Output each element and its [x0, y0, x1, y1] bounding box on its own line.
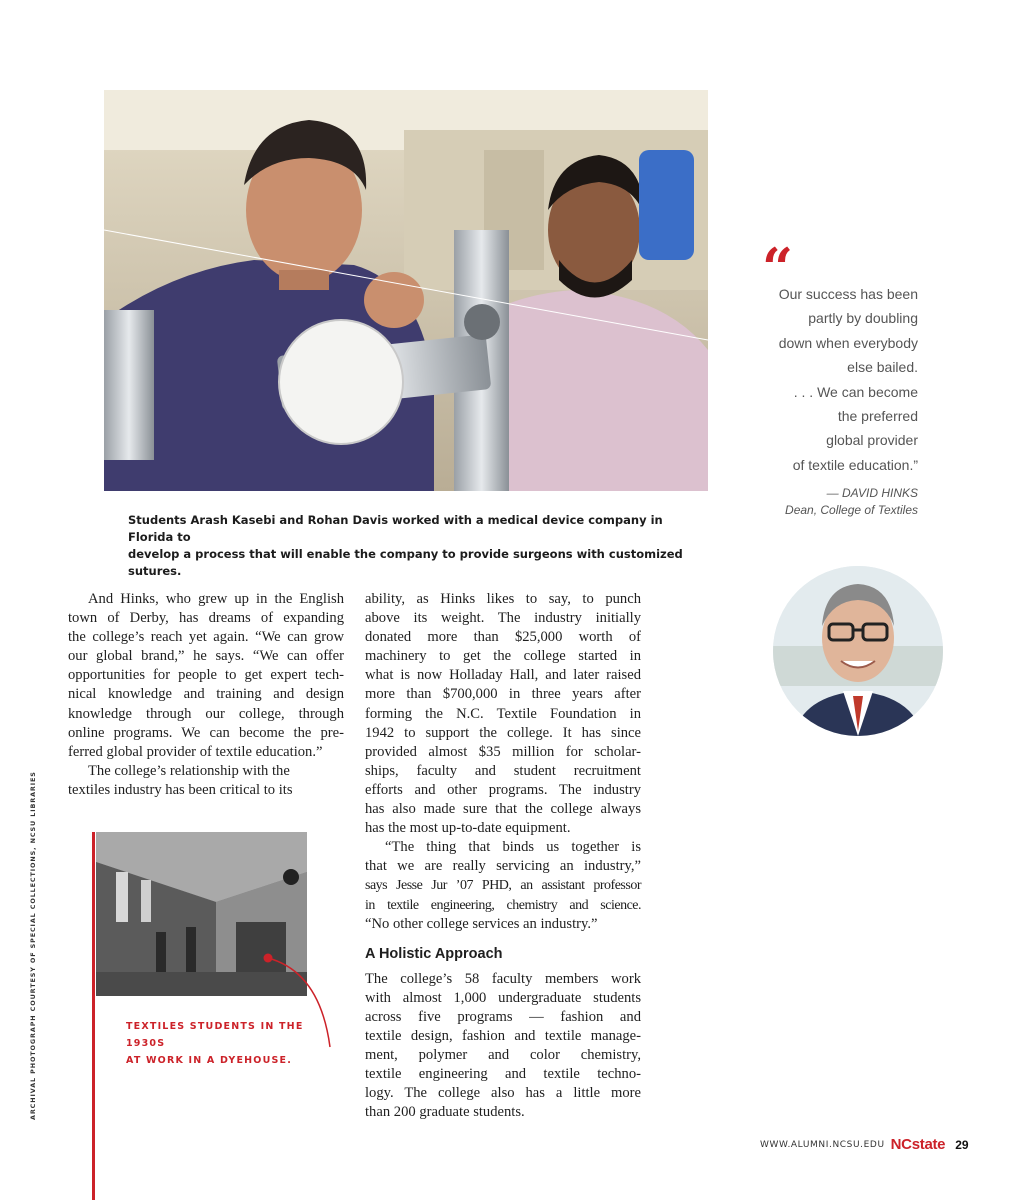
pull-quote: [760, 282, 918, 477]
paragraph: [68, 590, 344, 762]
pull-quote-line: down when everybody: [778, 334, 918, 351]
pull-quote-line: . . . We can become: [793, 383, 918, 400]
text-line: ships, faculty and student recruitment: [365, 762, 641, 779]
text-line: above its weight. The industry initially: [365, 610, 641, 627]
text-line: ability, as Hinks likes to say, to punch: [365, 591, 641, 607]
text-line: donated more than $25,000 worth of: [365, 629, 641, 646]
text-line: efforts and other programs. The industry: [365, 781, 641, 798]
pull-quote-line: global provider: [826, 432, 918, 449]
text-line: “The thing that binds us together is: [385, 839, 641, 856]
ncstate-logo: NCstate: [890, 1136, 946, 1153]
text-line: textiles industry has been critical to its: [68, 781, 293, 798]
main-photo: [104, 90, 708, 491]
archive-caption: [126, 1018, 336, 1069]
section-subhead: A Holistic Approach: [365, 945, 503, 962]
red-rule-divider: [92, 832, 95, 1200]
pull-quote-line: else bailed.: [847, 359, 918, 376]
text-line: more than $700,000 in three years after: [365, 686, 641, 703]
photo-caption-line: develop a process that will enable the company to provide surgeons with customized sutures.: [128, 547, 683, 578]
photo-caption-line: Students Arash Kasebi and Rohan Davis worked with a medical device company in Florida to: [128, 513, 663, 544]
text-line: textile design, fashion and textile manage-: [365, 1027, 641, 1044]
text-line: says Jesse Jur ’07 PHD, an assistant professor: [365, 878, 641, 894]
text-line: The college’s relationship with the: [88, 762, 290, 779]
paragraph: [68, 762, 344, 800]
archive-caption-line: AT WORK IN A DYEHOUSE.: [126, 1055, 293, 1066]
text-line: with almost 1,000 undergraduate students: [365, 989, 641, 1006]
photo-credit: ARCHIVAL PHOTOGRAPH COURTESY OF SPECIAL COLLECTIONS, NCSU LIBRARIES: [29, 771, 37, 1120]
archive-caption-line: TEXTILES STUDENTS IN THE 1930S: [126, 1021, 304, 1049]
text-line: the college’s reach yet again. “We can grow: [68, 629, 344, 646]
text-line: knowledge through our college, through: [68, 705, 344, 722]
attribution-name: — DAVID HINKS: [826, 486, 918, 500]
text-line: than 200 graduate students.: [365, 1104, 525, 1121]
text-line: in textile engineering, chemistry and science.: [365, 897, 641, 913]
headshot-illustration: [773, 566, 943, 736]
text-line: our global brand,” he says. “We can offer: [68, 648, 344, 665]
text-line: “No other college services an industry.”: [365, 915, 598, 932]
article-column-1: [68, 590, 344, 800]
paragraph: [365, 590, 641, 838]
article-column-2: [365, 590, 641, 1122]
text-line: has also made sure that the college always: [365, 801, 641, 818]
paragraph: [365, 838, 641, 933]
text-line: ferred global provider of textile education.”: [68, 743, 323, 760]
attribution-title: Dean, College of Textiles: [785, 503, 918, 517]
pull-quote-line: of textile education.”: [792, 456, 918, 473]
headshot-photo: [773, 566, 943, 736]
text-line: And Hinks, who grew up in the English: [88, 591, 344, 607]
text-line: machinery to get the college started in: [365, 648, 641, 665]
text-line: provided almost $35 million for scholar-: [365, 743, 641, 760]
page-footer: [760, 1136, 969, 1153]
quote-mark-icon: “: [762, 236, 794, 300]
main-photo-illustration: [104, 90, 708, 491]
text-line: textile engineering and textile techno-: [365, 1066, 641, 1083]
photo-caption: [128, 512, 698, 580]
text-line: what is now Holladay Hall, and later raised: [365, 667, 641, 684]
footer-url[interactable]: WWW.ALUMNI.NCSU.EDU: [760, 1139, 885, 1150]
text-line: online programs. We can become the pre-: [68, 724, 344, 741]
text-line: 1942 to support the college. It has since: [365, 724, 641, 741]
text-line: forming the N.C. Textile Foundation in: [365, 705, 641, 722]
quote-attribution: [740, 485, 918, 519]
text-line: town of Derby, has dreams of expanding: [68, 610, 344, 627]
text-line: nical knowledge and training and design: [68, 686, 344, 703]
text-line: logy. The college also has a little more: [365, 1085, 641, 1102]
text-line: across five programs — fashion and: [365, 1008, 641, 1025]
text-line: that we are really servicing an industry,”: [365, 858, 641, 875]
text-line: has the most up-to-date equipment.: [365, 820, 571, 837]
page-number: 29: [955, 1137, 969, 1152]
pull-quote-line: Our success has been: [778, 286, 918, 302]
paragraph: [365, 970, 641, 1123]
text-line: opportunities for people to get expert tech-: [68, 667, 344, 684]
text-line: The college’s 58 faculty members work: [365, 970, 641, 987]
text-line: ment, polymer and color chemistry,: [365, 1047, 641, 1064]
pull-quote-line: the preferred: [837, 408, 918, 425]
pull-quote-line: partly by doubling: [808, 310, 918, 327]
